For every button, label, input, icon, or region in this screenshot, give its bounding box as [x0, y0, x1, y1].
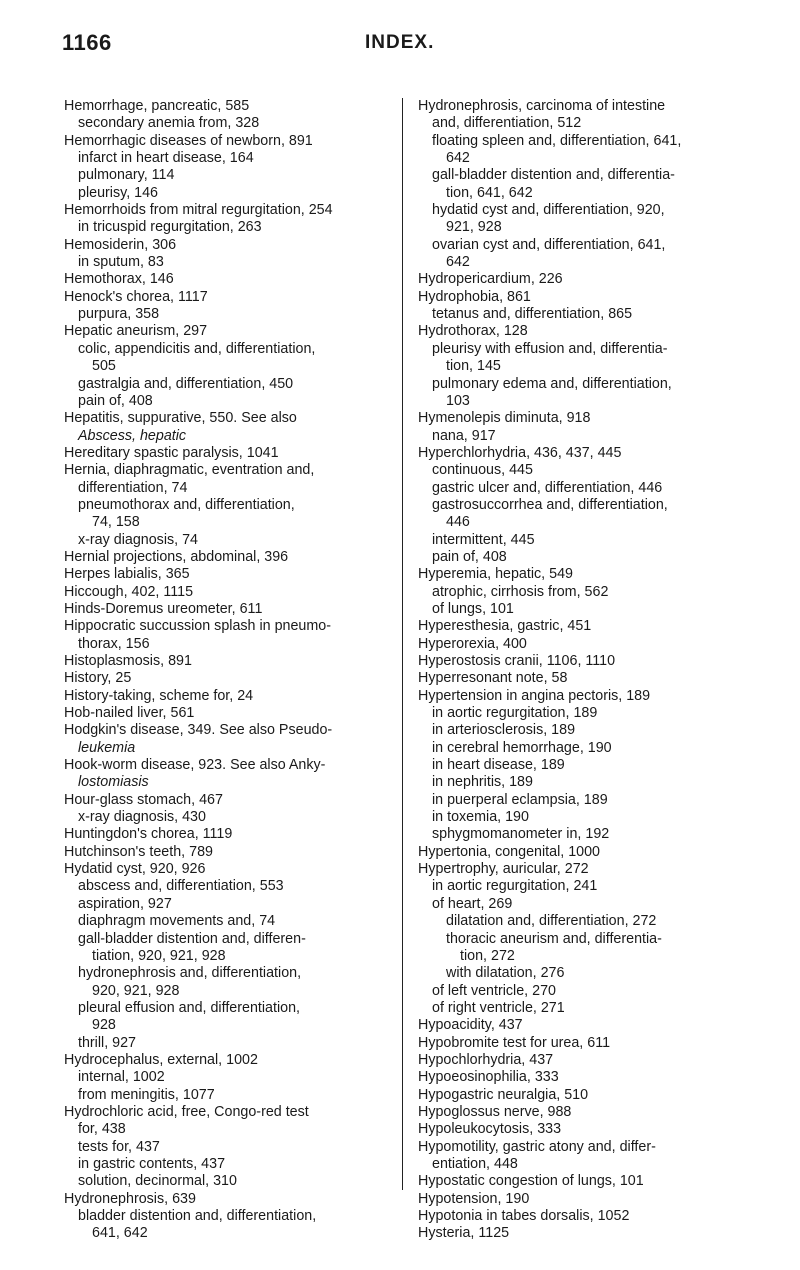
index-subentry: floating spleen and, differentiation, 641, — [432, 132, 682, 149]
index-continuation: and, differentiation, 512 — [432, 115, 582, 132]
index-continuation: entiation, 448 — [432, 1155, 518, 1172]
index-entry: Hypostatic congestion of lungs, 101 — [418, 1173, 644, 1190]
index-entry: Hippocratic succussion splash in pneumo- — [64, 618, 332, 635]
index-subentry: pleural effusion and, differentiation, — [78, 999, 301, 1016]
index-subentry: in sputum, 83 — [78, 254, 164, 271]
index-entry: Hypotonia in tabes dorsalis, 1052 — [418, 1208, 630, 1224]
page-number: 1166 — [62, 30, 112, 55]
index-entry: Hernial projections, abdominal, 396 — [64, 548, 289, 565]
index-entry: Hypobromite test for urea, 611 — [418, 1034, 611, 1051]
index-subentry: in aortic regurgitation, 189 — [432, 705, 598, 722]
index-entry: Hyperesthesia, gastric, 451 — [418, 618, 592, 635]
index-subentry: in tricuspid regurgitation, 263 — [78, 219, 262, 236]
index-subentry: pulmonary edema and, differentiation, — [432, 375, 672, 392]
index-subentry: gastralgia and, differentiation, 450 — [78, 375, 294, 392]
index-entry: Hydatid cyst, 920, 926 — [64, 861, 206, 878]
index-entry: Hemorrhage, pancreatic, 585 — [64, 98, 250, 114]
index-entry: Hydronephrosis, 639 — [64, 1190, 196, 1207]
index-subentry: in puerperal eclampsia, 189 — [432, 791, 608, 808]
index-entry: Hemorrhoids from mitral regurgitation, 254 — [64, 202, 333, 219]
index-subentry: pulmonary, 114 — [78, 167, 175, 184]
index-entry: Hysteria, 1125 — [418, 1225, 510, 1242]
index-subentry: pleurisy, 146 — [78, 184, 159, 201]
index-continuation: 505 — [92, 358, 116, 375]
index-continuation: for, 438 — [78, 1121, 126, 1138]
index-column-left — [64, 98, 404, 1243]
index-subentry: in arteriosclerosis, 189 — [432, 722, 576, 739]
index-subentry: purpura, 358 — [78, 306, 160, 323]
index-column-right — [418, 98, 758, 1243]
index-entry: Hydronephrosis, carcinoma of intestine — [418, 98, 666, 114]
index-subentry: pleurisy with effusion and, differentia- — [432, 340, 668, 357]
index-subentry: pain of, 408 — [78, 392, 153, 409]
index-entry: Hydrocephalus, external, 1002 — [64, 1051, 258, 1068]
index-continuation: tion, 272 — [460, 947, 515, 964]
index-subentry: gall-bladder distention and, differen- — [78, 930, 306, 947]
index-continuation: differentiation, 74 — [78, 479, 188, 496]
index-entry: Hepatic aneurism, 297 — [64, 323, 208, 340]
index-entry: History, 25 — [64, 670, 132, 687]
index-subentry: thrill, 927 — [78, 1034, 137, 1051]
index-continuation: dilatation and, differentiation, 272 — [446, 913, 657, 930]
index-continuation: 446 — [446, 514, 470, 531]
index-entry: Hypoleukocytosis, 333 — [418, 1121, 562, 1138]
index-subentry: gastrosuccorrhea and, differentiation, — [432, 496, 668, 513]
index-entry: Hypertension in angina pectoris, 189 — [418, 687, 651, 704]
index-entry: Hemorrhagic diseases of newborn, 891 — [64, 132, 313, 149]
index-continuation: 641, 642 — [92, 1225, 148, 1242]
index-subentry: in gastric contents, 437 — [78, 1155, 226, 1172]
index-subentry: aspiration, 927 — [78, 895, 172, 912]
index-entry: Hypertonia, congenital, 1000 — [418, 843, 601, 860]
index-entry: Hymenolepis diminuta, 918 — [418, 410, 591, 427]
index-continuation: 642 — [446, 254, 470, 271]
index-subentry: in toxemia, 190 — [432, 809, 529, 826]
index-entry: Hepatitis, suppurative, 550. See also — [64, 410, 297, 427]
index-entry: Hinds-Doremus ureometer, 611 — [64, 600, 263, 617]
index-entry: Hypoglossus nerve, 988 — [418, 1103, 572, 1120]
index-subentry: continuous, 445 — [432, 462, 533, 479]
index-entry: Hypoacidity, 437 — [418, 1017, 523, 1034]
index-entry: Hyperorexia, 400 — [418, 635, 527, 652]
index-entry: Hypogastric neuralgia, 510 — [418, 1086, 589, 1103]
index-continuation: lostomiasis — [78, 774, 149, 791]
index-subentry: intermittent, 445 — [432, 531, 535, 548]
index-entry: Hypochlorhydria, 437 — [418, 1051, 554, 1068]
index-subentry: solution, decinormal, 310 — [78, 1173, 237, 1190]
index-entry: Hook-worm disease, 923. See also Anky- — [64, 757, 326, 774]
index-subentry: infarct in heart disease, 164 — [78, 150, 254, 167]
index-subentry: tetanus and, differentiation, 865 — [432, 306, 633, 323]
index-subentry: of right ventricle, 271 — [432, 999, 565, 1016]
index-entry: Hypomotility, gastric atony and, differ- — [418, 1138, 656, 1155]
index-subentry: in cerebral hemorrhage, 190 — [432, 739, 612, 756]
index-entry: Hodgkin's disease, 349. See also Pseudo- — [64, 722, 333, 739]
index-entry: Henock's chorea, 1117 — [64, 288, 208, 305]
index-entry: Hiccough, 402, 1115 — [64, 583, 194, 600]
index-subentry: x-ray diagnosis, 74 — [78, 531, 198, 548]
index-continuation: 921, 928 — [446, 219, 502, 236]
index-subentry: in heart disease, 189 — [432, 757, 565, 774]
index-entry: Hydrothorax, 128 — [418, 323, 528, 340]
index-entry: Hemosiderin, 306 — [64, 236, 177, 253]
index-continuation: 928 — [92, 1017, 116, 1034]
index-subentry: from meningitis, 1077 — [78, 1086, 215, 1103]
index-subentry: atrophic, cirrhosis from, 562 — [432, 583, 609, 600]
running-head: INDEX. — [365, 32, 435, 53]
index-entry: Huntingdon's chorea, 1119 — [64, 826, 233, 843]
index-entry: Herpes labialis, 365 — [64, 566, 190, 583]
index-subentry: hydronephrosis and, differentiation, — [78, 965, 302, 982]
index-subentry: sphygmomanometer in, 192 — [432, 826, 610, 843]
index-entry: Hydrophobia, 861 — [418, 288, 531, 305]
index-entry: Hour-glass stomach, 467 — [64, 791, 223, 808]
index-entry: Hemothorax, 146 — [64, 271, 174, 288]
index-subentry: in aortic regurgitation, 241 — [432, 878, 598, 895]
index-subentry: pneumothorax and, differentiation, — [78, 496, 295, 513]
index-entry: Hydropericardium, 226 — [418, 271, 563, 288]
index-subentry: gall-bladder distention and, differentia- — [432, 167, 675, 184]
index-subentry: in nephritis, 189 — [432, 774, 533, 791]
index-continuation: with dilatation, 276 — [446, 965, 565, 982]
index-subentry: x-ray diagnosis, 430 — [78, 809, 206, 826]
index-entry: Hyperemia, hepatic, 549 — [418, 566, 573, 583]
index-subentry: secondary anemia from, 328 — [78, 115, 260, 132]
index-entry: Hypoeosinophilia, 333 — [418, 1069, 559, 1086]
index-entry: Hyperostosis cranii, 1106, 1110 — [418, 653, 616, 669]
index-continuation: 920, 921, 928 — [92, 982, 180, 999]
index-continuation: leukemia — [78, 739, 136, 756]
index-subentry: ovarian cyst and, differentiation, 641, — [432, 236, 666, 253]
index-entry: History-taking, scheme for, 24 — [64, 687, 254, 704]
index-continuation: Abscess, hepatic — [78, 427, 187, 444]
column-divider — [402, 98, 403, 1190]
index-entry: Hereditary spastic paralysis, 1041 — [64, 444, 279, 461]
index-subentry: bladder distention and, differentiation, — [78, 1208, 317, 1224]
index-subentry: pain of, 408 — [432, 548, 507, 565]
index-continuation: 103 — [446, 392, 470, 409]
index-entry: Histoplasmosis, 891 — [64, 653, 192, 669]
index-entry: Hypotension, 190 — [418, 1190, 530, 1207]
index-continuation: 642 — [446, 150, 470, 167]
index-subentry: colic, appendicitis and, differentiation, — [78, 340, 316, 357]
index-subentry: hydatid cyst and, differentiation, 920, — [432, 202, 665, 219]
index-entry: Hob-nailed liver, 561 — [64, 705, 195, 722]
index-subentry: nana, 917 — [432, 427, 496, 444]
index-continuation: thoracic aneurism and, differentia- — [446, 930, 662, 947]
index-entry: Hydrochloric acid, free, Congo-red test — [64, 1103, 309, 1120]
index-continuation: thorax, 156 — [78, 635, 150, 652]
index-continuation: tion, 145 — [446, 358, 501, 375]
index-subentry: diaphragm movements and, 74 — [78, 913, 276, 930]
index-entry: Hutchinson's teeth, 789 — [64, 843, 213, 860]
index-continuation: tiation, 920, 921, 928 — [92, 947, 226, 964]
index-subentry: gastric ulcer and, differentiation, 446 — [432, 479, 663, 496]
index-subentry: abscess and, differentiation, 553 — [78, 878, 284, 895]
index-continuation: tion, 641, 642 — [446, 184, 533, 201]
index-entry: Hyperchlorhydria, 436, 437, 445 — [418, 444, 622, 461]
index-subentry: of left ventricle, 270 — [432, 982, 556, 999]
index-entry: Hernia, diaphragmatic, eventration and, — [64, 462, 315, 479]
index-subentry: of heart, 269 — [432, 895, 513, 912]
index-subentry: internal, 1002 — [78, 1069, 165, 1086]
index-continuation: 74, 158 — [92, 514, 140, 531]
index-entry: Hypertrophy, auricular, 272 — [418, 861, 589, 878]
index-entry: Hyperresonant note, 58 — [418, 670, 568, 687]
index-subentry: of lungs, 101 — [432, 600, 514, 617]
index-subentry: tests for, 437 — [78, 1138, 160, 1155]
